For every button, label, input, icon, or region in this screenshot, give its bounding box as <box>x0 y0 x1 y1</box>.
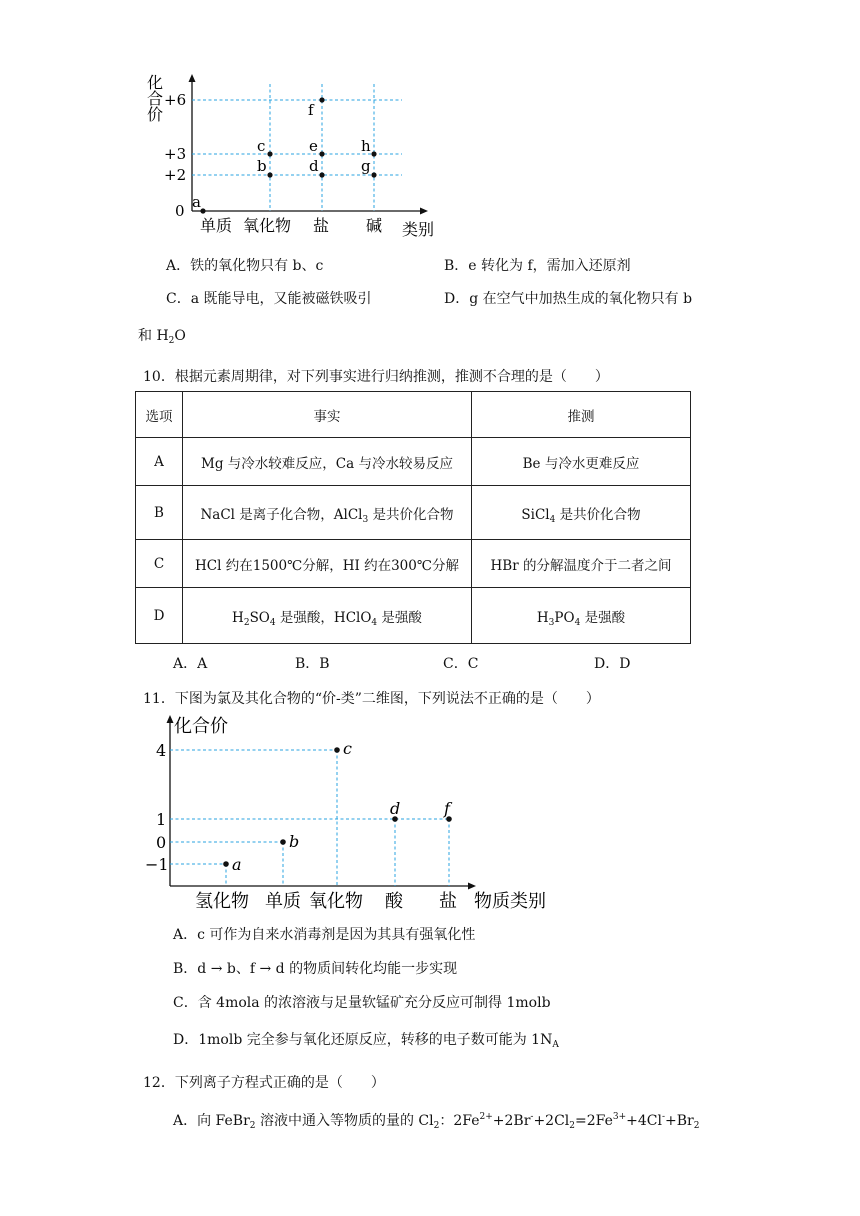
q12-option-a: A．向 FeBr$_2$ 溶液中通入等物质的量的 $Cl_2$：$2Fe^{2+}+2Br^-+2Cl_2=2Fe^{3+}+4Cl^-+Br_2$ <box>173 1112 700 1131</box>
q10-stem: 10．根据元素周期律，对下列事实进行归纳推测，推测不合理的是（ ） <box>143 369 609 385</box>
label-c: c <box>343 739 352 758</box>
x-title: 物质类别 <box>474 891 546 912</box>
point-h <box>371 151 376 156</box>
y-tick-4: 4 <box>156 741 167 760</box>
table-row <box>136 540 691 588</box>
q10-answer-b: B．B <box>295 656 330 672</box>
row-a-fact: Mg 与冷水较难反应，Ca 与冷水较易反应 <box>183 438 472 486</box>
label-d: d <box>309 157 319 175</box>
header-inference: 推测 <box>472 392 691 438</box>
row-d-inference: $H_3PO_4$ 是强酸 <box>472 588 691 644</box>
q10-answer-a: A．A <box>173 656 208 672</box>
x-tick-salt: 盐 <box>313 216 330 235</box>
label-f: f <box>444 799 450 818</box>
label-b: b <box>257 157 267 175</box>
q11-option-b: B．d → b、f → d 的物质间转化均能一步实现 <box>173 961 458 977</box>
table-header-row <box>136 392 691 438</box>
grid-lines <box>170 750 449 886</box>
row-b-option: B <box>136 486 183 540</box>
x-tick-element: 单质 <box>265 891 301 912</box>
q9-option-d: D．g 在空气中加热生成的氧化物只有 b <box>444 291 693 307</box>
point-b <box>280 839 286 845</box>
x-tick-salt: 盐 <box>439 891 457 912</box>
q9-option-c: C．a 既能导电，又能被磁铁吸引 <box>166 291 372 307</box>
q11-option-c: C．含 4mola 的浓溶液与足量软锰矿充分反应可制得 1molb <box>173 995 551 1011</box>
q10-answer-c: C．C <box>443 656 479 672</box>
row-c-fact: HCl 约在1500℃分解，HI 约在300℃分解 <box>183 540 472 588</box>
row-d-option: D <box>136 588 183 644</box>
q10-answer-d: D．D <box>594 656 631 672</box>
x-tick-hydride: 氢化物 <box>195 891 249 912</box>
row-b-inference: SiCl$_4$ 是共价化合物 <box>472 486 691 540</box>
y-axis-arrow <box>189 74 196 82</box>
label-a: a <box>192 193 201 211</box>
row-a-option: A <box>136 438 183 486</box>
point-c <box>334 747 340 753</box>
row-c-inference: HBr 的分解温度介于二者之间 <box>472 540 691 588</box>
label-d: d <box>390 799 401 818</box>
q9-option-a: A．铁的氧化物只有 b、c <box>166 258 324 274</box>
table-row <box>136 438 691 486</box>
q11-option-d: D．1molb 完全参与氧化还原反应，转移的电子数可能为 $1N_A$ <box>173 1032 559 1050</box>
label-c: c <box>257 137 266 155</box>
point-g <box>371 172 376 177</box>
x-axis-arrow <box>420 208 428 215</box>
table-row <box>136 588 691 644</box>
header-fact: 事实 <box>183 392 472 438</box>
row-c-option: C <box>136 540 183 588</box>
row-d-fact: $H_2SO_4$ 是强酸，HClO$_4$ 是强酸 <box>183 588 472 644</box>
iron-valence-chart <box>140 70 440 245</box>
y-title-1: 化 <box>147 73 164 92</box>
label-e: e <box>309 137 318 155</box>
y-tick-0: 0 <box>156 833 167 852</box>
row-a-inference: Be 与冷水更难反应 <box>472 438 691 486</box>
table-row <box>136 486 691 540</box>
x-tick-oxide: 氧化物 <box>243 216 292 235</box>
y-tick-3: +3 <box>164 145 187 163</box>
point-e <box>319 151 324 156</box>
y-tick-2: +2 <box>164 166 187 184</box>
chlorine-valence-chart <box>140 710 560 915</box>
label-h: h <box>361 137 371 155</box>
x-tick-acid: 酸 <box>385 891 403 912</box>
y-tick-neg1: −1 <box>145 855 169 874</box>
point-f <box>319 97 324 102</box>
x-axis-arrow <box>468 883 476 890</box>
header-option: 选项 <box>136 392 183 438</box>
x-tick-element: 单质 <box>200 216 233 235</box>
y-title-3: 价 <box>147 105 164 124</box>
label-a: a <box>232 855 242 874</box>
x-tick-base: 碱 <box>366 216 383 235</box>
q10-table <box>135 391 691 644</box>
q9-option-d-cont: 和 $H_2O$ <box>138 328 186 346</box>
q9-option-b: B．e 转化为 f，需加入还原剂 <box>444 258 631 274</box>
point-c <box>267 151 272 156</box>
y-title: 化合价 <box>174 716 228 737</box>
x-title: 类别 <box>402 220 435 239</box>
x-tick-oxide: 氧化物 <box>309 891 363 912</box>
q12-stem: 12．下列离子方程式正确的是（ ） <box>143 1075 385 1091</box>
y-axis-arrow <box>167 715 174 723</box>
y-title-2: 合 <box>147 89 164 108</box>
y-tick-1: 1 <box>156 810 167 829</box>
y-tick-6: +6 <box>164 91 187 109</box>
point-a <box>200 208 205 213</box>
label-f: f <box>308 101 314 119</box>
point-d <box>319 172 324 177</box>
point-b <box>267 172 272 177</box>
label-g: g <box>361 157 371 175</box>
row-b-fact: NaCl 是离子化合物，AlCl$_3$ 是共价化合物 <box>183 486 472 540</box>
q11-option-a: A．c 可作为自来水消毒剂是因为其具有强氧化性 <box>173 927 476 943</box>
y-tick-0: 0 <box>175 202 185 220</box>
point-a <box>223 861 229 867</box>
label-b: b <box>289 832 300 851</box>
q11-stem: 11．下图为氯及其化合物的“价-类”二维图，下列说法不正确的是（ ） <box>143 691 600 707</box>
